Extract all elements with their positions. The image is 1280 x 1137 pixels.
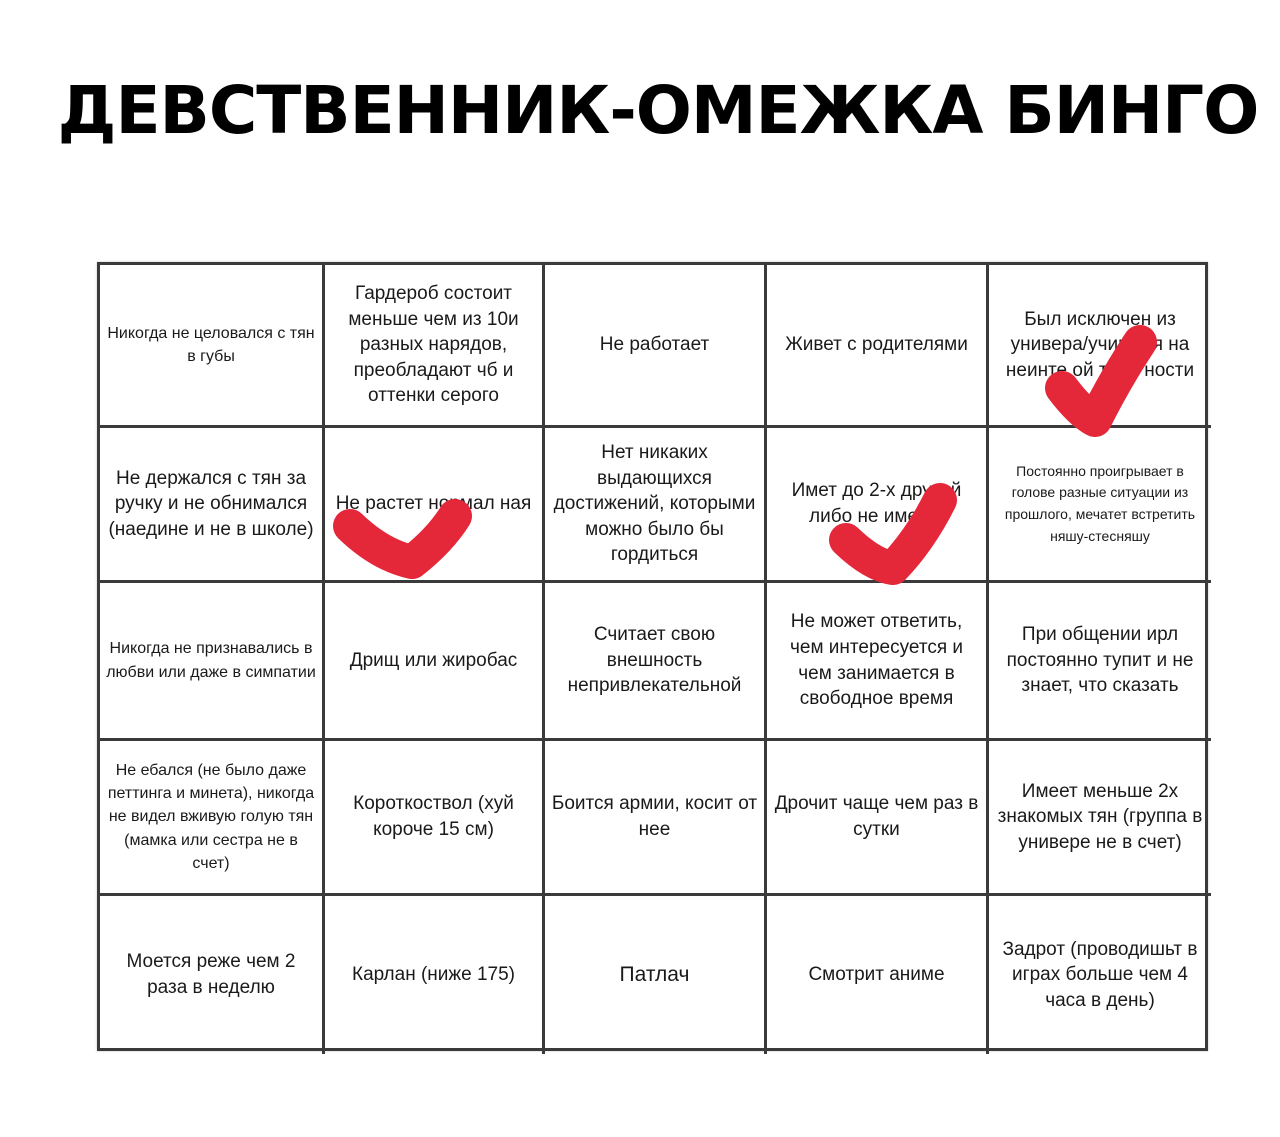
bingo-cell[interactable]: Короткоствол (хуй короче 15 см) — [325, 741, 545, 896]
bingo-cell[interactable]: При общении ирл постоянно тупит и не знает, что сказать — [989, 583, 1211, 741]
bingo-cell[interactable]: Не растет нормал ная — [325, 428, 545, 583]
bingo-cell[interactable]: Никогда не признавались в любви или даже в симпатии — [100, 583, 325, 741]
bingo-cell[interactable]: Считает свою внешность непривлекательной — [545, 583, 767, 741]
bingo-cell[interactable]: Не держался с тян за ручку и не обнимался (наедине и не в школе) — [100, 428, 325, 583]
bingo-cell[interactable]: Смотрит аниме — [767, 896, 989, 1054]
bingo-cell[interactable]: Гардероб состоит меньше чем из 10и разных нарядов, преобладают чб и оттенки серого — [325, 265, 545, 428]
bingo-cell[interactable]: Живет с родителями — [767, 265, 989, 428]
bingo-cell[interactable]: Моется реже чем 2 раза в неделю — [100, 896, 325, 1054]
bingo-cell[interactable]: Постоянно проигрывает в голове разные ситуации из прошлого, мечатет встретить няшу-стесняшу — [989, 428, 1211, 583]
bingo-cell[interactable]: Патлач — [545, 896, 767, 1054]
bingo-cell[interactable]: Дрочит чаще чем раз в сутки — [767, 741, 989, 896]
bingo-cell[interactable]: Имет до 2-х друзей либо не имее в — [767, 428, 989, 583]
bingo-cell[interactable]: Карлан (ниже 175) — [325, 896, 545, 1054]
bingo-cell[interactable]: Не работает — [545, 265, 767, 428]
bingo-cell[interactable]: Не ебался (не было даже петтинга и минета), никогда не видел вживую голую тян (мамка или сестра не в счет) — [100, 741, 325, 896]
bingo-cell[interactable]: Не может ответить, чем интересуется и чем занимается в свободное время — [767, 583, 989, 741]
bingo-cell[interactable]: Дрищ или жиробас — [325, 583, 545, 741]
bingo-cell[interactable]: Никогда не целовался с тян в губы — [100, 265, 325, 428]
bingo-cell[interactable]: Был исключен из универа/учишься на неинте ой тебе ности — [989, 265, 1211, 428]
bingo-cell[interactable]: Имеет меньше 2х знакомых тян (группа в универе не в счет) — [989, 741, 1211, 896]
bingo-cell[interactable]: Боится армии, косит от нее — [545, 741, 767, 896]
bingo-title: ДЕВСТВЕННИК-ОМЕЖКА БИНГО — [57, 72, 1259, 149]
bingo-cell[interactable]: Нет никаких выдающихся достижений, которыми можно было бы гордиться — [545, 428, 767, 583]
bingo-grid — [97, 262, 1208, 1051]
bingo-cell[interactable]: Задрот (проводишьт в играх больше чем 4 часа в день) — [1002, 938, 1198, 1011]
